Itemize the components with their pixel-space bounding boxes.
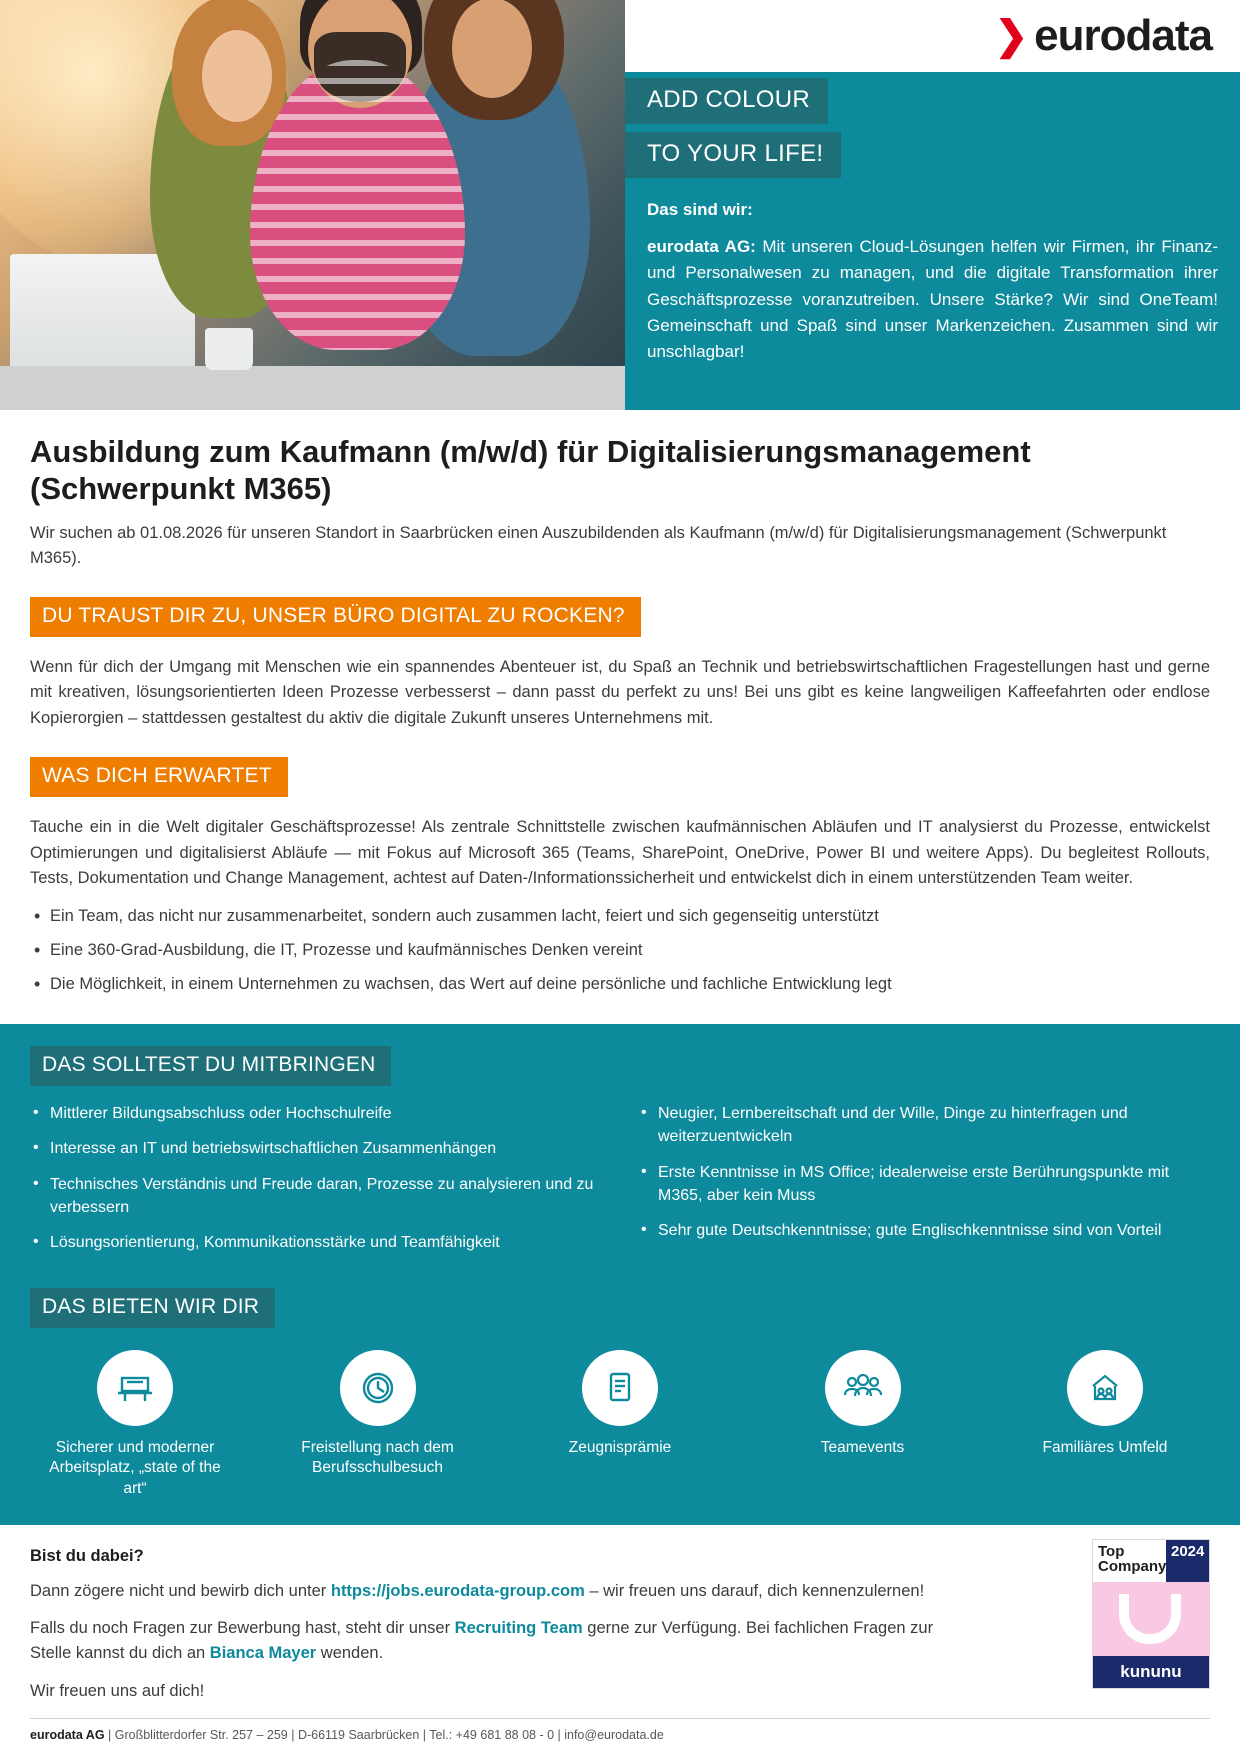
list-item: • Lösungsorientierung, Kommunikationsstärke und Teamfähigkeit	[30, 1231, 602, 1254]
benefit-item	[283, 1350, 473, 1498]
benefit-label: Sicherer und moderner Arbeitsplatz, „state of the art“	[49, 1439, 221, 1497]
section-heading-expect: WAS DICH ERWARTET	[30, 757, 288, 797]
requirements-right-column	[638, 1102, 1210, 1266]
benefit-label: Teamevents	[820, 1439, 905, 1457]
family-house-icon	[1067, 1350, 1143, 1426]
expect-bullet-list	[30, 904, 1210, 996]
benefit-item	[1010, 1350, 1200, 1498]
requirements-columns	[30, 1102, 1210, 1266]
requirements-left-column	[30, 1102, 602, 1266]
certificate-icon	[582, 1350, 658, 1426]
badge-title	[1093, 1540, 1166, 1582]
contact-person-highlight: Bianca Mayer	[209, 1644, 317, 1663]
list-item: • Interesse an IT und betriebswirtschaftlichen Zusammenhängen	[30, 1137, 602, 1160]
contact-text-c: wenden.	[316, 1644, 384, 1663]
badge-portal-name: kununu	[1093, 1656, 1209, 1688]
logo-bar	[625, 0, 1240, 72]
recruiting-team-highlight: Recruiting Team	[454, 1619, 583, 1638]
badge-top	[1093, 1540, 1209, 1582]
hero-text-panel	[625, 0, 1240, 410]
list-item: • Eine 360-Grad-Ausbildung, die IT, Prozesse und kaufmännisches Denken vereint	[30, 938, 1210, 963]
about-company-name: eurodata AG:	[647, 237, 756, 256]
list-item: • Neugier, Lernbereitschaft und der Wille, Dinge zu hinterfragen und weiterzuentwickeln	[638, 1102, 1210, 1148]
benefit-item	[40, 1350, 230, 1498]
hero-photo	[0, 0, 625, 410]
chevron-right-icon: ❯	[994, 14, 1029, 58]
benefit-item	[525, 1350, 715, 1498]
apply-text-after: – wir freuen uns darauf, dich kennenzulernen!	[584, 1581, 925, 1600]
about-heading: Das sind wir:	[647, 200, 753, 219]
section-heading-offer: DAS BIETEN WIR DIR	[30, 1288, 275, 1328]
list-item: • Technisches Verständnis und Freude daran, Prozesse zu analysieren und zu verbessern	[30, 1173, 602, 1219]
footer-apply-line	[30, 1579, 960, 1604]
photo-cup	[205, 328, 253, 370]
about-body: Mit unseren Cloud-Lösungen helfen wir Firmen, ihr Finanz- und Personalwesen zu managen, und die digitale Transformation ihrer Geschäftsprozesse voranzutreiben. Unsere Stärke? Wir sind OneTeam! Gemeinschaft und Spaß sind unser Markenzeichen. Zusammen sind wir unschlagbar!	[647, 237, 1219, 362]
photo-desk	[0, 366, 625, 410]
imprint-company: eurodata AG	[30, 1727, 105, 1742]
section-heading-bring: DAS SOLLTEST DU MITBRINGEN	[30, 1046, 391, 1086]
about-text	[647, 234, 1218, 366]
imprint-details: | Großblitterdorfer Str. 257 – 259 | D-66119 Saarbrücken | Tel.: +49 681 88 08 - 0 | info@eurodata.de	[104, 1727, 664, 1742]
badge-swoosh-icon	[1119, 1594, 1181, 1644]
benefit-label: Freistellung nach dem Berufsschulbesuch	[301, 1439, 454, 1477]
hero-section	[0, 0, 1240, 410]
clock-icon	[340, 1350, 416, 1426]
tagline	[625, 78, 1240, 178]
benefit-label: Familiäres Umfeld	[1042, 1439, 1168, 1457]
badge-year: 2024	[1166, 1540, 1209, 1582]
badge-title-line1: Top	[1098, 1542, 1125, 1560]
footer-closing-line: Wir freuen uns auf dich!	[30, 1681, 205, 1700]
requirements-and-benefits-section	[0, 1024, 1240, 1524]
logo-wordmark: eurodata	[1034, 11, 1212, 60]
contact-text-b: gerne zur Verfügung. Bei fachlichen Fragen zur Stelle kannst du dich an	[30, 1619, 934, 1663]
benefits-row	[30, 1350, 1210, 1498]
footer-section	[0, 1525, 1240, 1704]
footer-heading: Bist du dabei?	[30, 1546, 144, 1565]
list-item: • Die Möglichkeit, in einem Unternehmen zu wachsen, das Wert auf deine persönliche und fachliche Entwicklung legt	[30, 972, 1210, 997]
tagline-line-1: ADD COLOUR	[625, 78, 828, 124]
list-item: • Erste Kenntnisse in MS Office; idealerweise erste Berührungspunkte mit M365, aber kein Muss	[638, 1161, 1210, 1207]
imprint-line	[30, 1718, 1210, 1742]
job-intro: Wir suchen ab 01.08.2026 für unseren Standort in Saarbrücken einen Auszubildenden als Kaufmann (m/w/d) für Digitalisierungsmanagement (Schwerpunkt M365).	[30, 524, 1167, 567]
page-title: Ausbildung zum Kaufmann (m/w/d) für Digitalisierungsmanagement (Schwerpunkt M365)	[30, 434, 1031, 506]
section-heading-trust: DU TRAUST DIR ZU, UNSER BÜRO DIGITAL ZU ROCKEN?	[30, 597, 641, 637]
section-text-trust: Wenn für dich der Umgang mit Menschen wie ein spannendes Abenteuer ist, du Spaß an Technik und betriebswirtschaftlichen Fragestellungen hast und gerne mit kreativen, lösungsorientierten Ideen Prozesse verbesserst – dann passt du perfekt zu uns! Bei uns gibt es keine langweiligen Kaffeefahrten oder endlose Kopierorgien – stattdessen gestaltest du aktiv die digitale Zukunft unseres Unternehmens mit.	[30, 657, 1210, 727]
jobs-portal-link[interactable]: https://jobs.eurodata-group.com	[330, 1581, 585, 1600]
badge-title-line2: Company	[1098, 1558, 1167, 1576]
apply-text-before: Dann zögere nicht und bewirb dich unter	[30, 1581, 331, 1600]
kununu-top-company-badge	[1092, 1539, 1210, 1689]
tagline-line-2: TO YOUR LIFE!	[625, 132, 841, 178]
main-content	[0, 434, 1240, 996]
contact-text-a: Falls du noch Fragen zur Bewerbung hast, steht dir unser	[30, 1619, 455, 1638]
badge-graphic	[1093, 1582, 1209, 1656]
section-text-expect: Tauche ein in die Welt digitaler Geschäftsprozesse! Als zentrale Schnittstelle zwischen kaufmännischen Abläufen und IT analysierst du Prozesse, entwickelst Optimierungen und digitalisierst Abläufe — mit Fokus auf Microsoft 365 (Teams, SharePoint, OneDrive, Power BI und weitere Apps). Du begleitest Rollouts, Tests, Dokumentation und Change Management, achtest auf Daten-/Informationssicherheit und entwickelst dich in einem unterstützenden Team weiter.	[30, 818, 1210, 888]
footer-contact-line	[30, 1616, 960, 1666]
people-group-icon	[825, 1350, 901, 1426]
benefit-label: Zeugnisprämie	[568, 1439, 672, 1457]
desk-workplace-icon	[97, 1350, 173, 1426]
eurodata-logo	[995, 11, 1212, 61]
benefit-item	[768, 1350, 958, 1498]
list-item: • Ein Team, das nicht nur zusammenarbeitet, sondern auch zusammen lacht, feiert und sich gegenseitig unterstützt	[30, 904, 1210, 929]
list-item: • Mittlerer Bildungsabschluss oder Hochschulreife	[30, 1102, 602, 1125]
list-item: • Sehr gute Deutschkenntnisse; gute Englischkenntnisse sind von Vorteil	[638, 1219, 1210, 1242]
